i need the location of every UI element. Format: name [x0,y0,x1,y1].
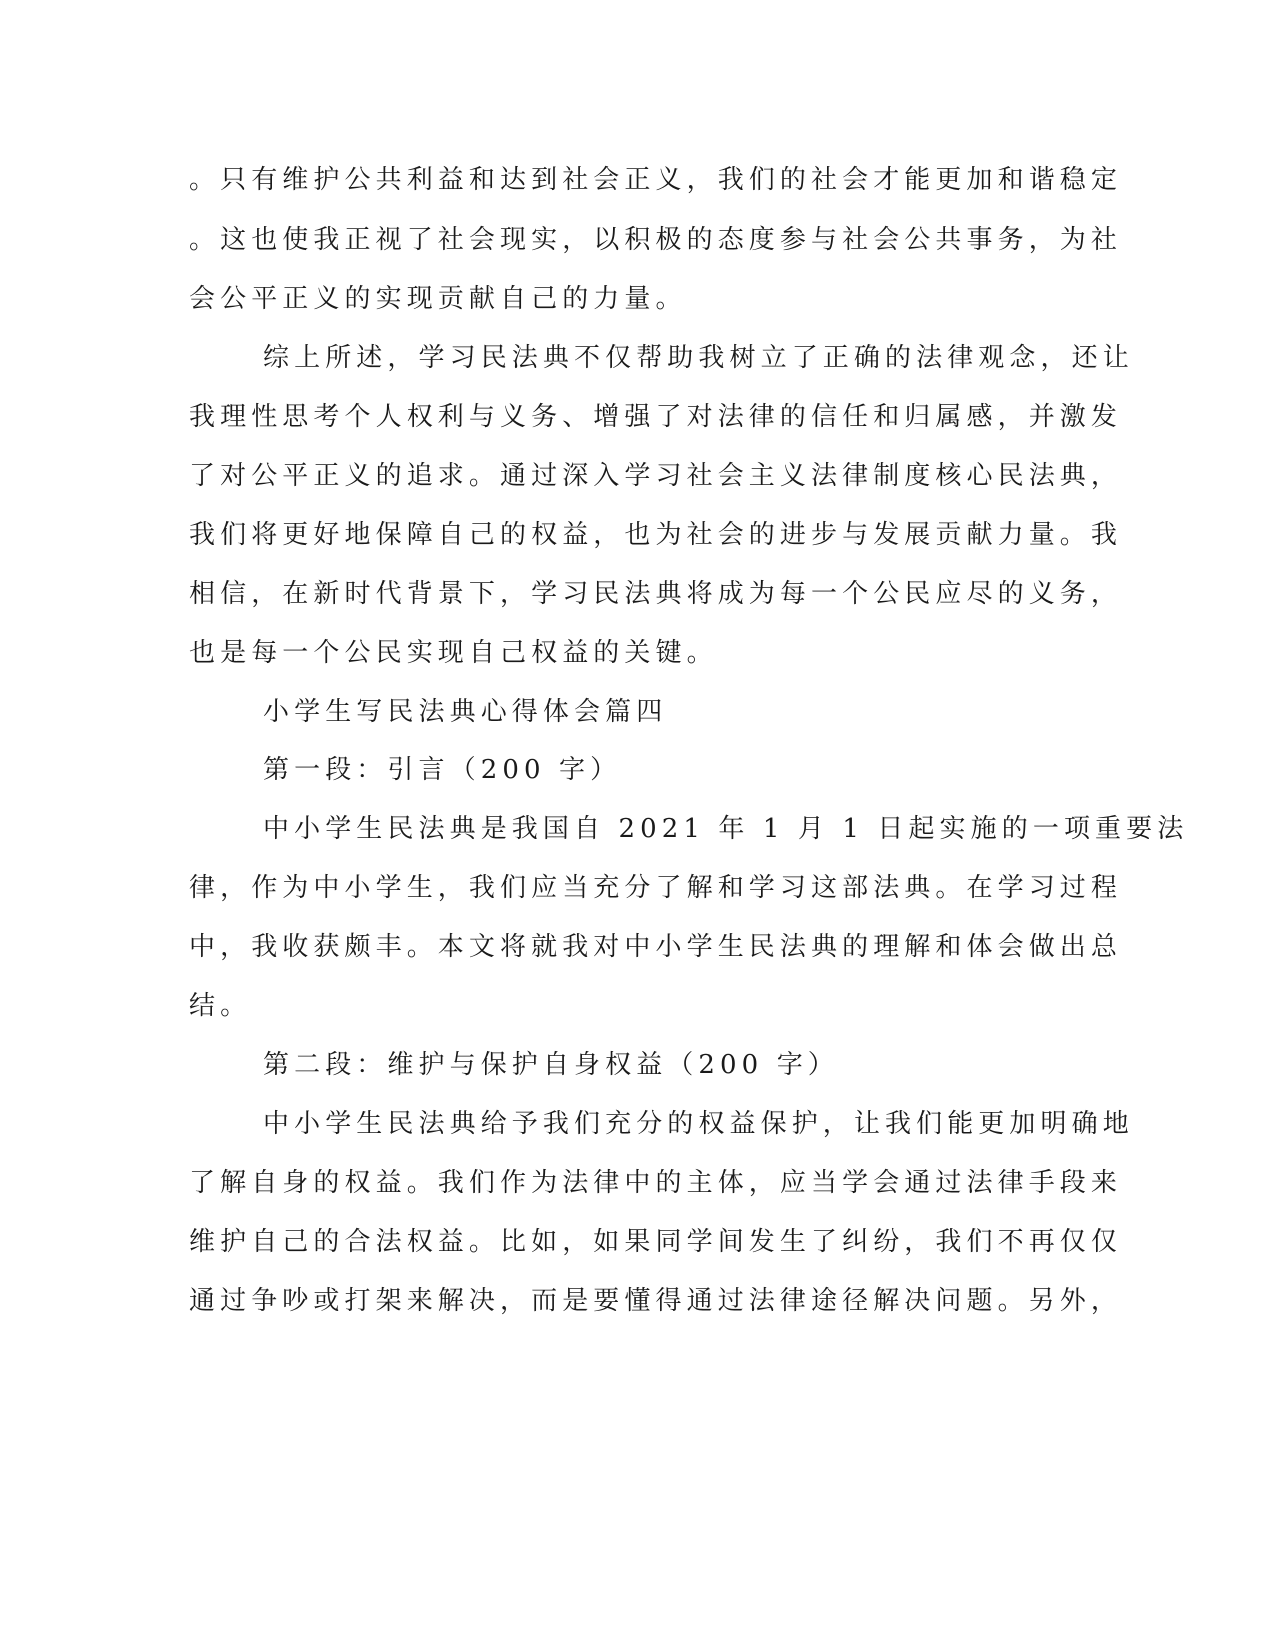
section-title: 小学生写民法典心得体会篇四 [263,697,668,727]
text-line: 也是每一个公民实现自己权益的关键。 [189,638,718,668]
paragraph-start-line: 中小学生民法典给予我们充分的权益保护，让我们能更加明确地 [263,1109,1134,1139]
text-line: 。只有维护公共利益和达到社会正义，我们的社会才能更加和谐稳定 [189,165,1123,195]
text-line: 中，我收获颇丰。本文将就我对中小学生民法典的理解和体会做出总 [189,932,1123,962]
text-line: 结。 [189,991,252,1021]
text-line: 。这也使我正视了社会现实，以积极的态度参与社会公共事务，为社 [189,225,1123,255]
section-heading: 第二段：维护与保护自身权益（200 字） [263,1050,839,1080]
paragraph-start-line: 综上所述，学习民法典不仅帮助我树立了正确的法律观念，还让 [263,343,1134,373]
text-line: 了解自身的权益。我们作为法律中的主体，应当学会通过法律手段来 [189,1168,1123,1198]
section-heading: 第一段：引言（200 字） [263,755,622,785]
text-line: 通过争吵或打架来解决，而是要懂得通过法律途径解决问题。另外， [189,1286,1123,1316]
text-line: 相信，在新时代背景下，学习民法典将成为每一个公民应尽的义务， [189,579,1123,609]
text-line: 了对公平正义的追求。通过深入学习社会主义法律制度核心民法典， [189,461,1123,491]
text-line: 我理性思考个人权利与义务、增强了对法律的信任和归属感，并激发 [189,402,1123,432]
text-line: 会公平正义的实现贡献自己的力量。 [189,284,687,314]
text-line: 维护自己的合法权益。比如，如果同学间发生了纠纷，我们不再仅仅 [189,1227,1123,1257]
paragraph-start-line: 中小学生民法典是我国自 2021 年 1 月 1 日起实施的一项重要法 [263,814,1189,844]
text-line: 我们将更好地保障自己的权益，也为社会的进步与发展贡献力量。我 [189,520,1123,550]
text-line: 律，作为中小学生，我们应当充分了解和学习这部法典。在学习过程 [189,873,1123,903]
